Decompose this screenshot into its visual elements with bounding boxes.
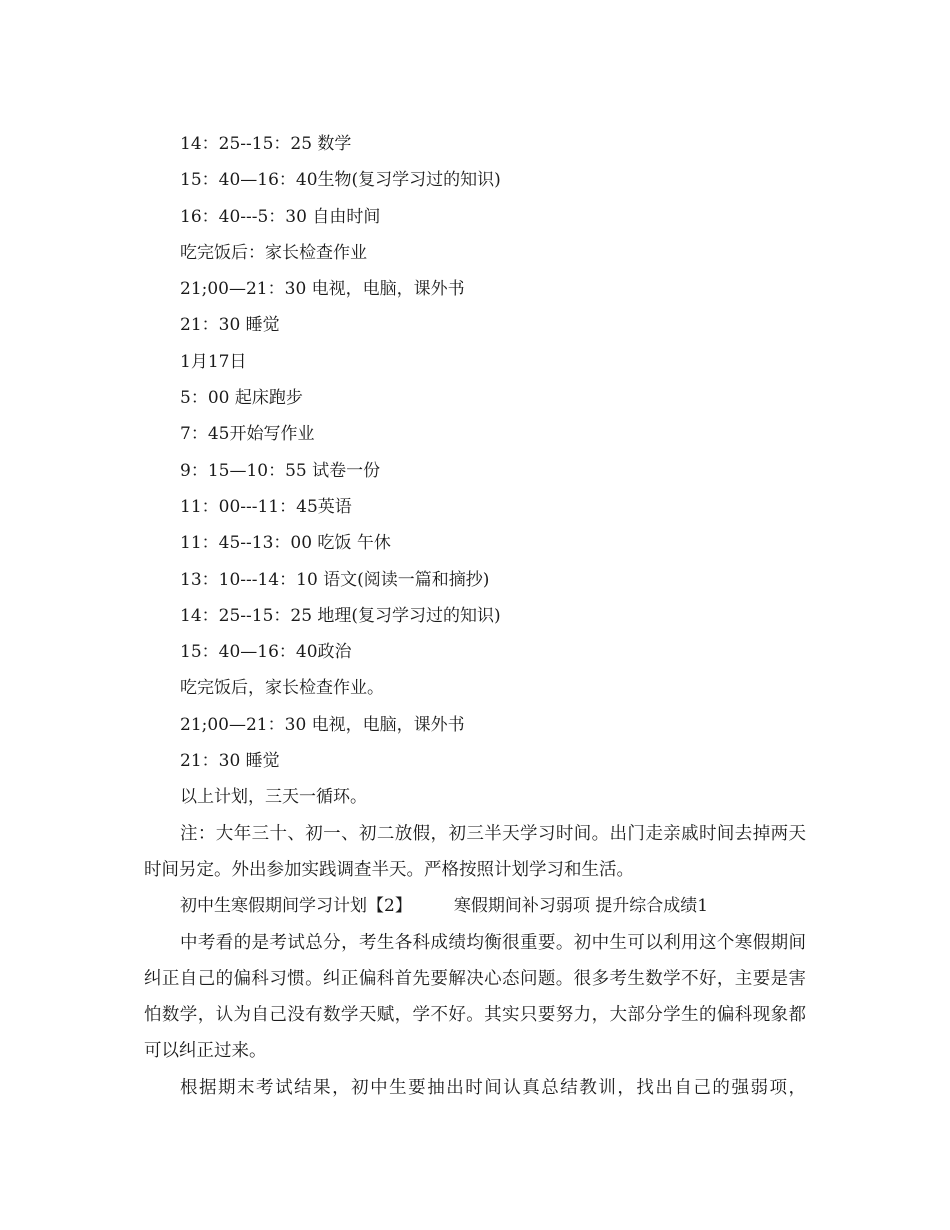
schedule-item: 吃完饭后：家长检查作业 [180,242,367,263]
section-title: 初中生寒假期间学习计划【2】 [180,896,412,917]
schedule-item: 15：40—16：40生物(复习学习过的知识) [180,170,501,191]
schedule-item: 吃完饭后，家长检查作业。 [180,678,384,699]
schedule-item: 13：10---14：10 语文(阅读一篇和摘抄) [180,569,490,590]
schedule-item: 11：00---11：45英语 [180,496,352,517]
schedule-item: 9：15—10：55 试卷一份 [180,460,381,481]
schedule-item: 11：45--13：00 吃饭 午休 [180,533,391,554]
schedule-item: 21;00—21：30 电视，电脑，课外书 [180,279,465,300]
schedule-date: 1月17日 [180,351,247,372]
schedule-item: 7：45开始写作业 [180,424,315,445]
document-body [144,126,806,1106]
body-paragraph-2: 根据期末考试结果，初中生要抽出时间认真总结教训，找出自己的强弱项， [180,1077,806,1098]
schedule-item: 21;00—21：30 电视，电脑，课外书 [180,714,465,735]
schedule-item: 15：40—16：40政治 [180,642,352,663]
schedule-item: 21：30 睡觉 [180,751,280,772]
section-subtitle: 寒假期间补习弱项 提升综合成绩1 [453,896,709,917]
body-paragraph-1: 中考看的是考试总分，考生各科成绩均衡很重要。初中生可以利用这个寒假期间纠正自己的偏科习惯。纠正偏科首先要解决心态问题。很多考生数学不好，主要是害怕数学，认为自己没有数学天赋，学不好。其实只要努力，大部分学生的偏科现象都可以纠正过来。 [144,932,806,1062]
schedule-item: 14：25--15：25 地理(复习学习过的知识) [180,605,501,626]
cycle-note: 以上计划，三天一循环。 [180,787,367,808]
schedule-item: 14：25--15：25 数学 [180,134,352,154]
section-heading [144,888,806,924]
schedule-item: 5：00 起床跑步 [180,388,303,409]
schedule-item: 21：30 睡觉 [180,315,280,336]
note-paragraph: 注：大年三十、初一、初二放假，初三半天学习时间。出门走亲戚时间去掉两天时间另定。外出参加实践调查半天。严格按照计划学习和生活。 [144,823,806,880]
schedule-item: 16：40---5：30 自由时间 [180,206,381,227]
